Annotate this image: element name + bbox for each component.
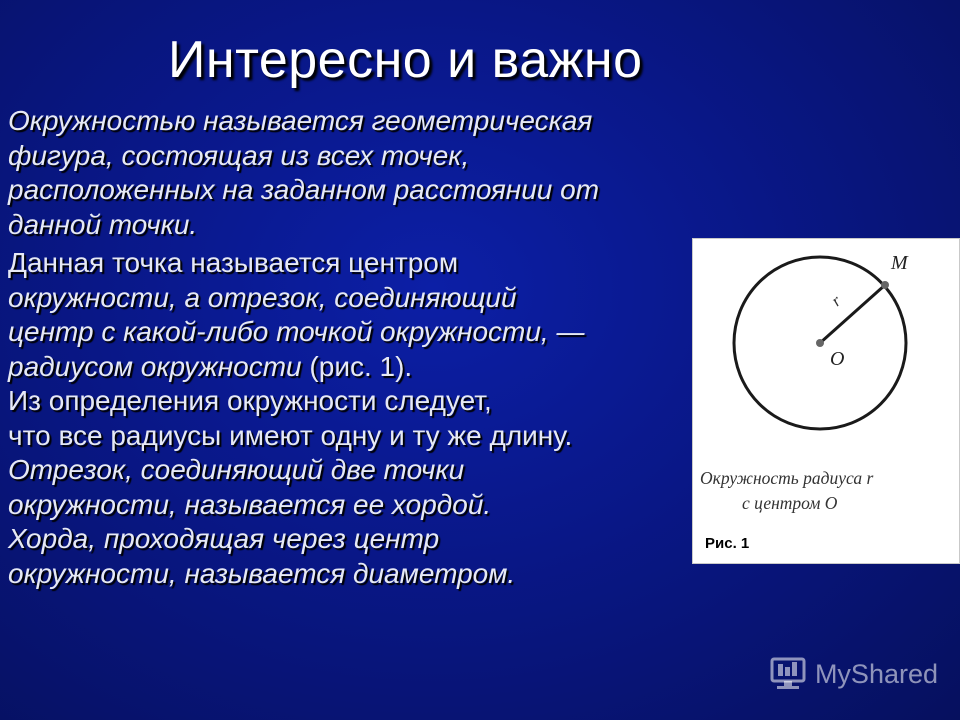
- figure-label: Рис. 1: [705, 535, 750, 552]
- paragraph-line: Из определения окружности следует,: [8, 385, 492, 416]
- radius-term: радиусом окружности: [8, 350, 302, 382]
- slide-body: [8, 104, 698, 591]
- slide-title: Интересно и важно: [168, 31, 643, 89]
- point-m: [881, 281, 889, 289]
- caption-line: Окружность радиуса r: [700, 468, 874, 488]
- monitor-icon: [769, 656, 807, 692]
- paragraph-line: окружности, называется ее хордой.: [8, 488, 492, 520]
- paragraph-line: центр с какой-либо точкой окружности, —: [8, 316, 585, 347]
- paragraph-line: расположенных на заданном расстоянии от: [8, 174, 600, 205]
- figure-reference: (рис. 1).: [301, 350, 413, 382]
- paragraph-line: окружности, а отрезок, соединяющий: [8, 281, 517, 313]
- radius-label: r: [827, 291, 845, 311]
- watermark: [769, 656, 938, 692]
- watermark-text: MyShared: [814, 658, 938, 689]
- paragraph-line: фигура, состоящая из всех точек,: [8, 139, 470, 171]
- point-m-label: M: [891, 252, 908, 274]
- center-point: [816, 339, 824, 347]
- paragraph-line: что все радиусы имеют одну и ту же длину.: [8, 419, 573, 451]
- paragraph-line: Окружностью называется геометрическая: [8, 105, 593, 136]
- paragraph-line: окружности, называется диаметром.: [8, 557, 516, 589]
- caption-line: с центром O: [742, 493, 838, 513]
- paragraph-circle-definition: [8, 104, 698, 242]
- paragraph-line: [8, 350, 698, 385]
- paragraph-center-radius: [8, 246, 698, 591]
- paragraph-line: Отрезок, соединяющий две точки: [8, 454, 465, 485]
- figure-circle: [692, 238, 960, 564]
- paragraph-line: данной точки.: [8, 208, 198, 240]
- paragraph-line: Данная точка называется центром: [8, 247, 459, 278]
- paragraph-line: Хорда, проходящая через центр: [8, 523, 440, 554]
- circle-diagram: [693, 239, 960, 565]
- center-label: O: [830, 348, 845, 370]
